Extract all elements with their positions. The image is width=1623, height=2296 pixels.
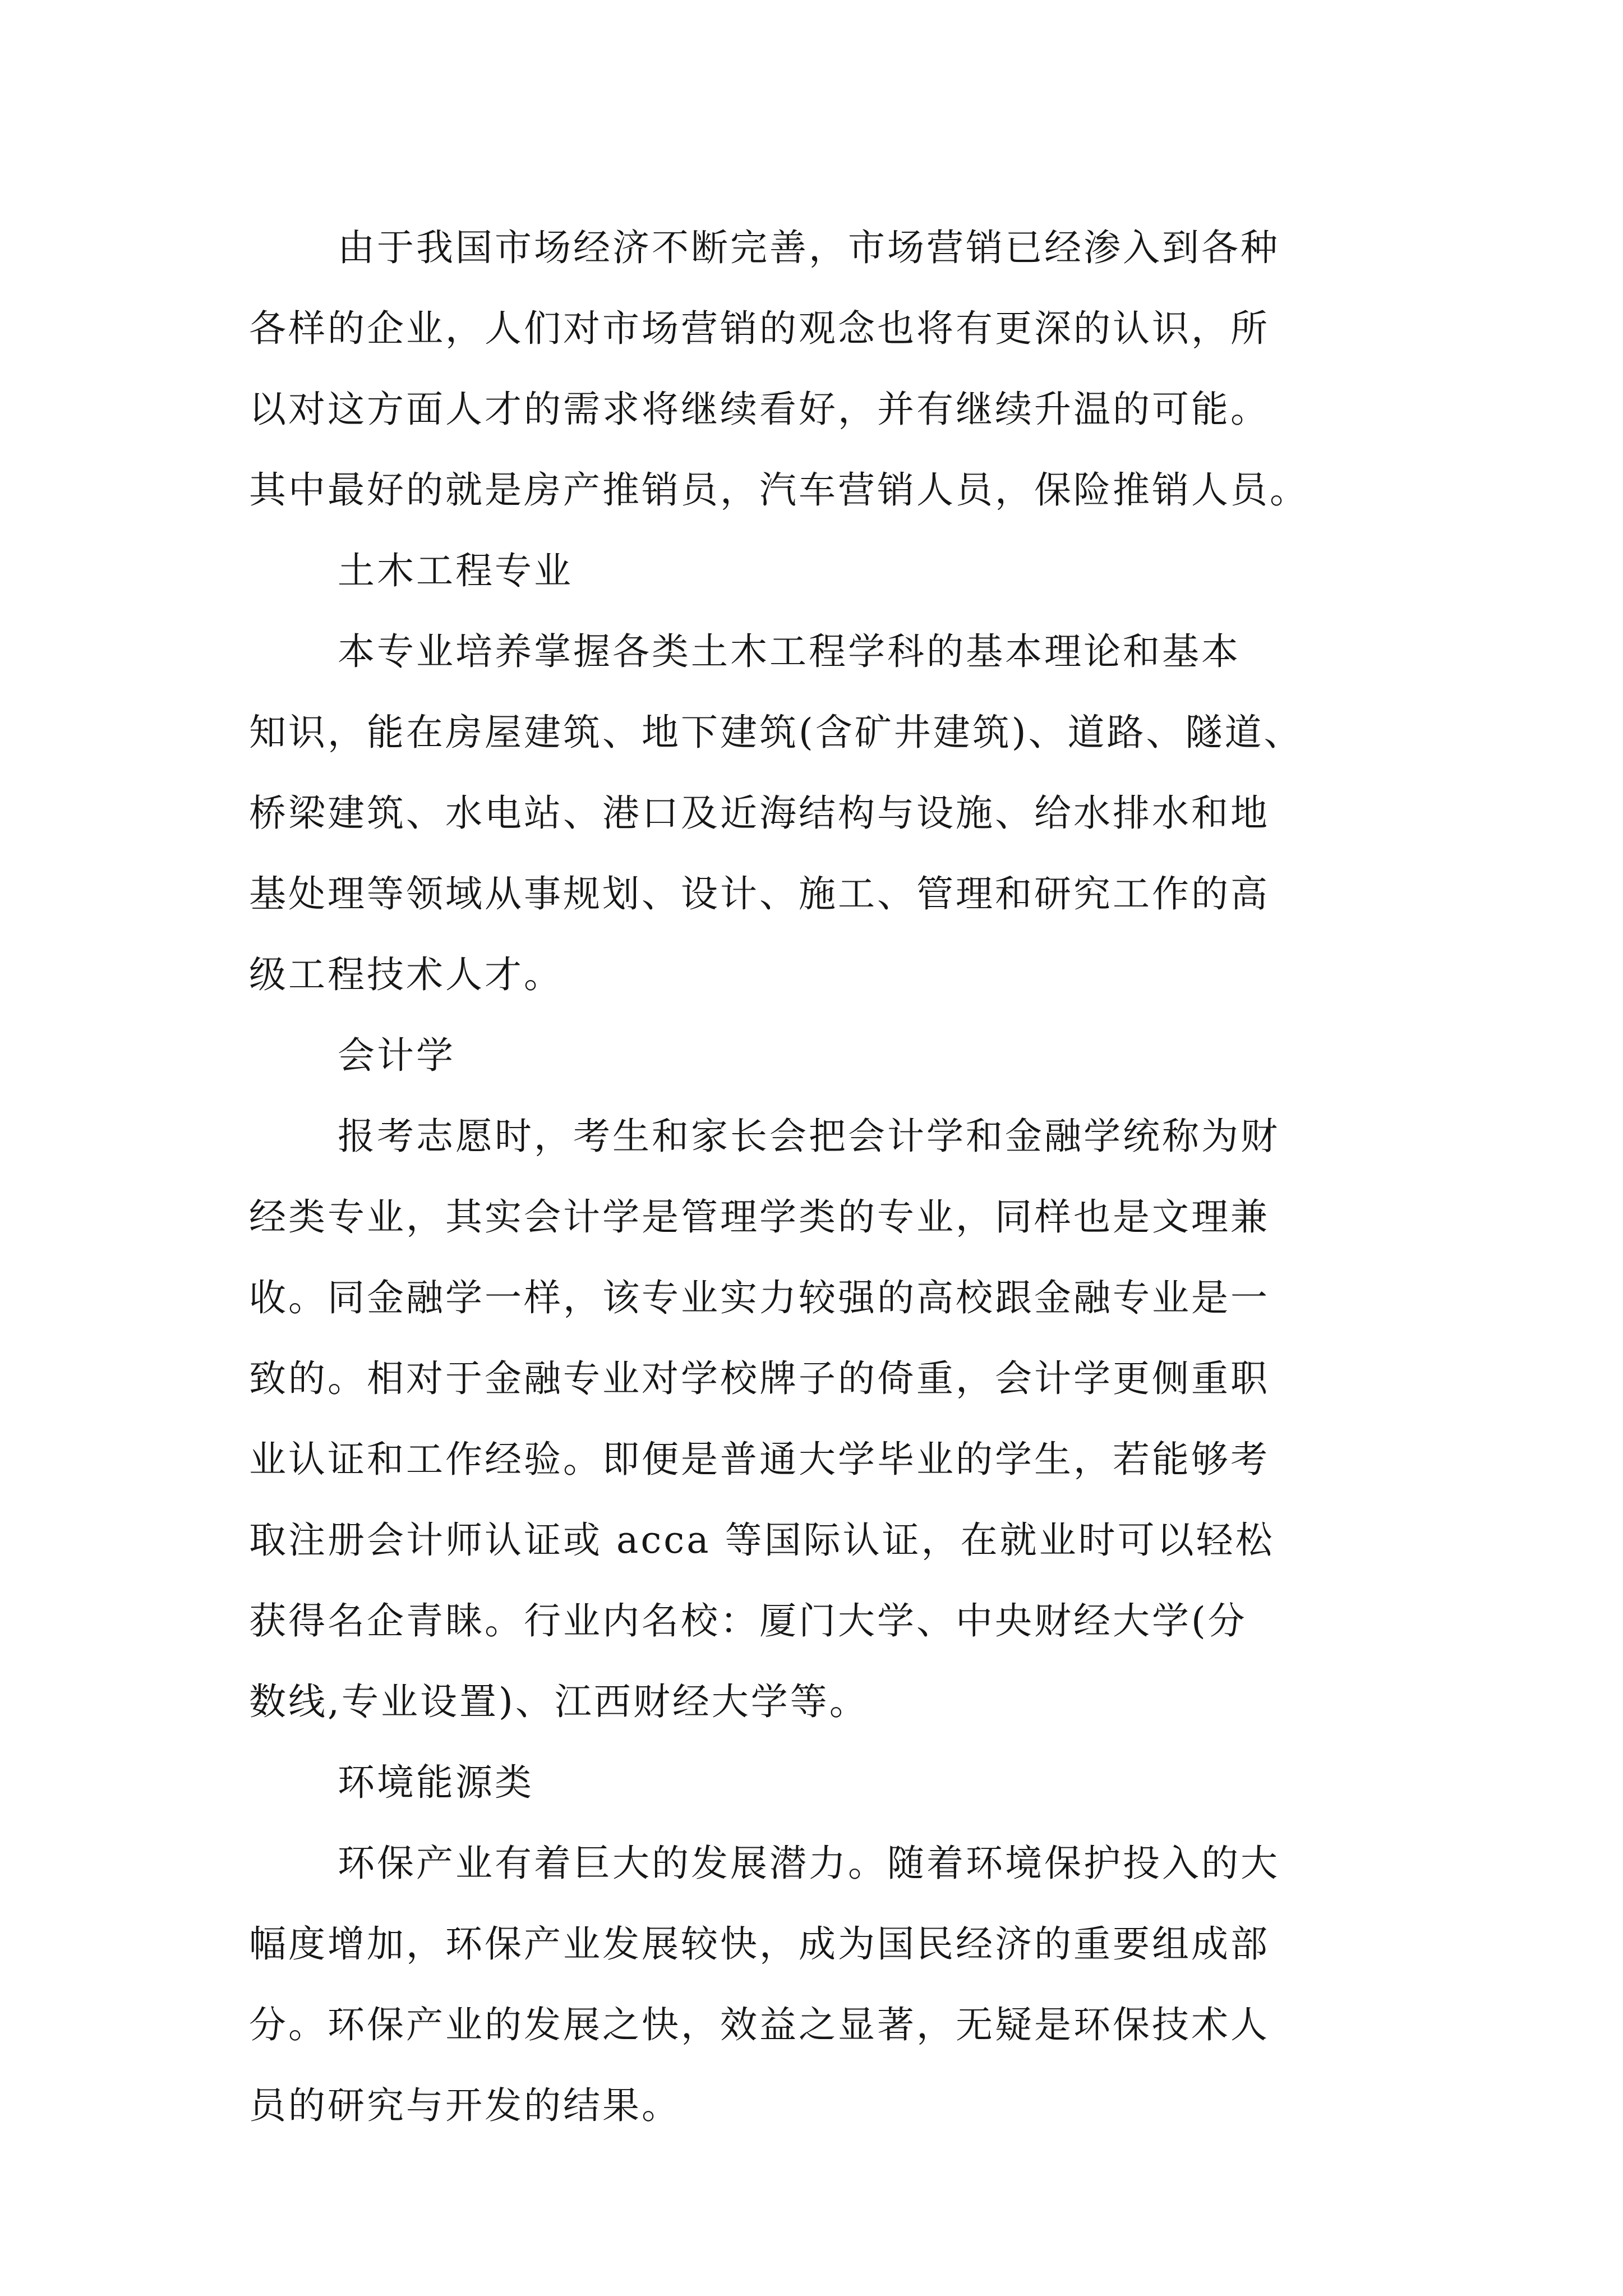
- text-line: 业认证和工作经验。即便是普通大学毕业的学生，若能够考: [249, 1438, 1270, 1481]
- text-line: 报考志愿时，考生和家长会把会计学和金融学统称为财: [338, 1115, 1280, 1158]
- section-heading: 环境能源类: [338, 1761, 534, 1804]
- document-body: [249, 208, 1399, 2146]
- text-line: 经类专业，其实会计学是管理学类的专业，同样也是文理兼: [249, 1195, 1270, 1239]
- text-line: 致的。相对于金融专业对学校牌子的倚重，会计学更侧重职: [249, 1357, 1270, 1400]
- text-line: 其中最好的就是房产推销员，汽车营销人员，保险推销人员。: [249, 468, 1309, 512]
- section-heading: 土木工程专业: [338, 549, 573, 592]
- text-line: 各样的企业，人们对市场营销的观念也将有更深的认识，所: [249, 307, 1270, 350]
- text-line: 分。环保产业的发展之快，效益之显著，无疑是环保技术人: [249, 2003, 1270, 2046]
- text-line: 获得名企青睐。行业内名校：厦门大学、中央财经大学(分: [249, 1599, 1247, 1642]
- text-line: 数线,专业设置)、江西财经大学等。: [249, 1680, 869, 1723]
- text-line: 本专业培养掌握各类土木工程学科的基本理论和基本: [338, 630, 1241, 673]
- text-line: 桥梁建筑、水电站、港口及近海结构与设施、给水排水和地: [249, 792, 1270, 835]
- text-line: 以对这方面人才的需求将继续看好，并有继续升温的可能。: [249, 388, 1270, 431]
- text-line: 环保产业有着巨大的发展潜力。随着环境保护投入的大: [338, 1842, 1280, 1885]
- text-line: 取注册会计师认证或 acca 等国际认证，在就业时可以轻松: [249, 1519, 1275, 1562]
- text-line: 员的研究与开发的结果。: [249, 2084, 681, 2127]
- section-heading: 会计学: [338, 1034, 455, 1077]
- text-line: 由于我国市场经济不断完善，市场营销已经渗入到各种: [338, 226, 1280, 269]
- text-line: 级工程技术人才。: [249, 953, 563, 996]
- text-line: 幅度增加，环保产业发展较快，成为国民经济的重要组成部: [249, 1922, 1270, 1966]
- text-line: 知识，能在房屋建筑、地下建筑(含矿井建筑)、道路、隧道、: [249, 711, 1303, 754]
- text-line: 收。同金融学一样，该专业实力较强的高校跟金融专业是一: [249, 1276, 1270, 1319]
- text-line: 基处理等领域从事规划、设计、施工、管理和研究工作的高: [249, 872, 1270, 915]
